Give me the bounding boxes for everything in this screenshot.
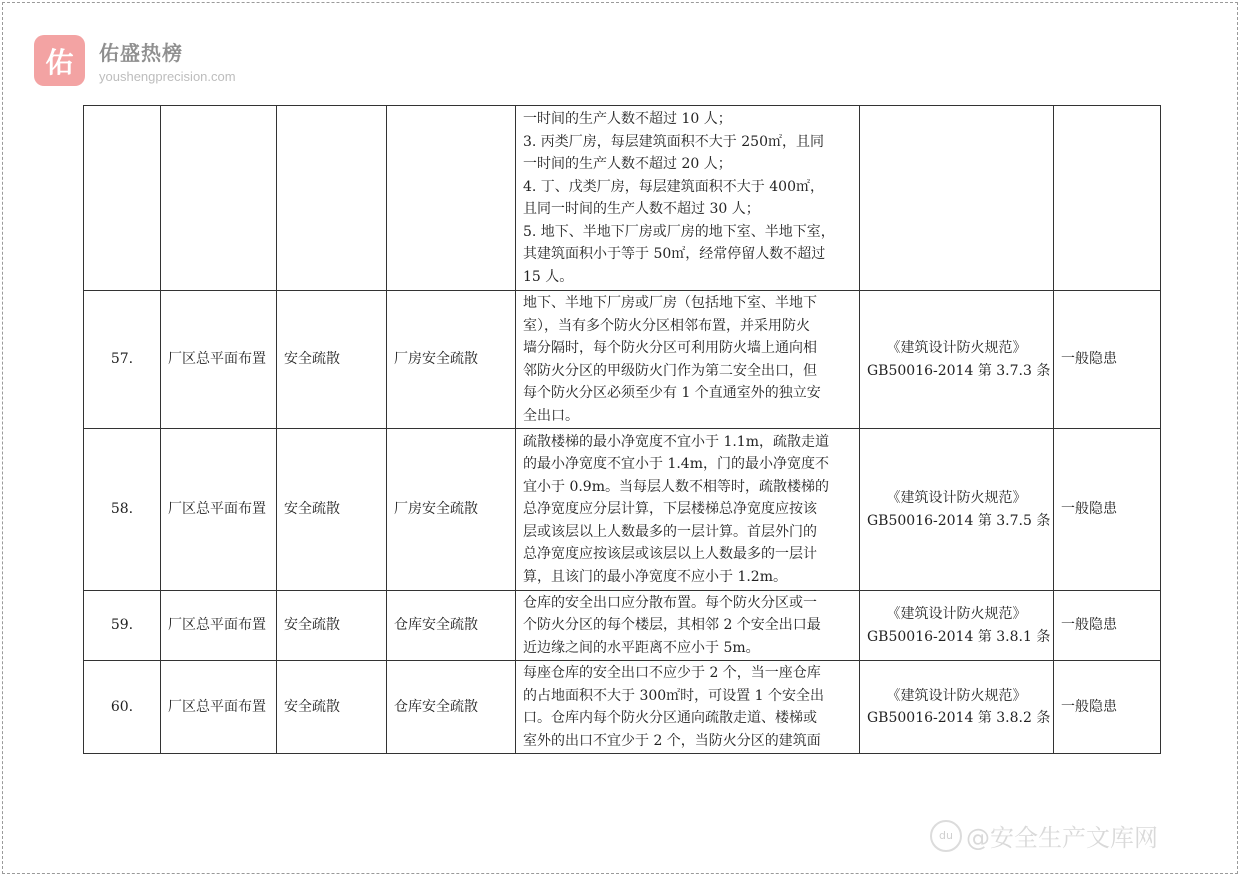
row-number: 57.	[84, 291, 161, 429]
regulation-line: 《建筑设计防火规范》	[886, 606, 1027, 622]
regulation-cell	[860, 291, 1054, 429]
row-number: 58.	[84, 429, 161, 591]
hazard-level-cell: 一般隐患	[1054, 291, 1161, 429]
description-line: 层或该层以上人数最多的一层计算。首层外门的	[523, 523, 817, 540]
brand-url: youshengprecision.com	[99, 69, 236, 84]
area-cell: 厂区总平面布置	[161, 429, 277, 591]
table-row	[84, 591, 1161, 661]
area-cell: 厂区总平面布置	[161, 591, 277, 661]
table-row	[84, 106, 1161, 291]
description-cell	[516, 661, 860, 754]
description-line: 个防火分区的每个楼层，其相邻 2 个安全出口最	[523, 617, 821, 634]
row-number: 59.	[84, 591, 161, 661]
description-line: 15 人。	[523, 268, 574, 285]
description-line: 且同一时间的生产人数不超过 30 人；	[523, 201, 760, 217]
item-cell	[387, 106, 516, 291]
paw-icon: du	[930, 820, 962, 852]
hazard-table	[83, 105, 1161, 754]
description-line: 近边缘之间的水平距离不应小于 5m。	[523, 639, 760, 656]
brand-text	[99, 37, 236, 84]
regulation-line: GB50016-2014 第 3.8.2 条	[867, 710, 1051, 726]
description-line: 邻防火分区的甲级防火门作为第二安全出口，但	[523, 362, 817, 379]
description-cell	[516, 429, 860, 591]
description-line: 疏散楼梯的最小净宽度不宜小于 1.1m，疏散走道	[523, 433, 829, 450]
brand-name: 佑盛热榜	[99, 41, 183, 65]
description-cell	[516, 591, 860, 661]
table-row	[84, 429, 1161, 591]
row-number: 60.	[84, 661, 161, 754]
description-line: 室外的出口不宜少于 2 个，当防火分区的建筑面	[523, 732, 821, 749]
category-cell: 安全疏散	[277, 591, 387, 661]
regulation-cell	[860, 106, 1054, 291]
description-cell	[516, 291, 860, 429]
hazard-level-cell: 一般隐患	[1054, 661, 1161, 754]
category-cell: 安全疏散	[277, 661, 387, 754]
brand-logo-icon: 佑	[34, 35, 85, 86]
hazard-level-cell: 一般隐患	[1054, 591, 1161, 661]
item-cell: 仓库安全疏散	[387, 591, 516, 661]
category-cell: 安全疏散	[277, 291, 387, 429]
description-line: 墙分隔时，每个防火分区可利用防火墙上通向相	[523, 340, 817, 356]
description-line: 的占地面积不大于 300㎡时，可设置 1 个安全出	[523, 687, 824, 704]
description-cell	[516, 106, 860, 291]
category-cell	[277, 106, 387, 291]
watermark-text: @安全生产文库网	[966, 824, 1158, 852]
item-cell: 厂房安全疏散	[387, 429, 516, 591]
regulation-line: GB50016-2014 第 3.7.5 条	[867, 512, 1051, 529]
table-row	[84, 661, 1161, 754]
hazard-level-cell: 一般隐患	[1054, 429, 1161, 591]
description-line: 每座仓库的安全出口不应少于 2 个，当一座仓库	[523, 665, 821, 681]
regulation-line: GB50016-2014 第 3.8.1 条	[867, 628, 1051, 645]
description-line: 算，且该门的最小净宽度不应小于 1.2m。	[523, 568, 787, 585]
regulation-line: GB50016-2014 第 3.7.3 条	[867, 362, 1051, 379]
regulation-line: 《建筑设计防火规范》	[886, 340, 1027, 356]
regulation-line: 《建筑设计防火规范》	[886, 687, 1027, 704]
description-line: 3. 丙类厂房，每层建筑面积不大于 250㎡，且同	[523, 133, 824, 150]
description-line: 室），当有多个防火分区相邻布置，并采用防火	[523, 317, 810, 334]
description-line: 总净宽度应分层计算，下层楼梯总净宽度应按该	[523, 501, 817, 518]
area-cell	[161, 106, 277, 291]
description-line: 宜小于 0.9m。当每层人数不相等时，疏散楼梯的	[523, 478, 829, 495]
description-line: 一时间的生产人数不超过 10 人；	[523, 111, 732, 127]
description-line: 其建筑面积小于等于 50㎡，经常停留人数不超过	[523, 246, 826, 262]
regulation-cell	[860, 591, 1054, 661]
table-row	[84, 291, 1161, 429]
description-line: 仓库的安全出口应分散布置。每个防火分区或一	[523, 594, 817, 611]
description-line: 的最小净宽度不宜小于 1.4m，门的最小净宽度不	[523, 456, 829, 473]
description-line: 总净宽度应按该层或该层以上人数最多的一层计	[523, 546, 817, 563]
category-cell: 安全疏散	[277, 429, 387, 591]
description-line: 地下、半地下厂房或厂房（包括地下室、半地下	[523, 295, 817, 311]
description-line: 口。仓库内每个防火分区通向疏散走道、楼梯或	[523, 710, 817, 726]
area-cell: 厂区总平面布置	[161, 291, 277, 429]
watermark	[930, 818, 1158, 853]
description-line: 每个防火分区必须至少有 1 个直通室外的独立安	[523, 385, 821, 401]
description-line: 5. 地下、半地下厂房或厂房的地下室、半地下室，	[523, 223, 835, 240]
description-line: 一时间的生产人数不超过 20 人；	[523, 156, 732, 172]
regulation-line: 《建筑设计防火规范》	[886, 490, 1027, 506]
row-number	[84, 106, 161, 291]
regulation-cell	[860, 429, 1054, 591]
item-cell: 厂房安全疏散	[387, 291, 516, 429]
brand-header[interactable]	[34, 35, 236, 86]
description-line: 4. 丁、戊类厂房，每层建筑面积不大于 400㎡，	[523, 178, 824, 195]
description-line: 全出口。	[523, 407, 579, 424]
regulation-cell	[860, 661, 1054, 754]
area-cell: 厂区总平面布置	[161, 661, 277, 754]
item-cell: 仓库安全疏散	[387, 661, 516, 754]
hazard-level-cell	[1054, 106, 1161, 291]
